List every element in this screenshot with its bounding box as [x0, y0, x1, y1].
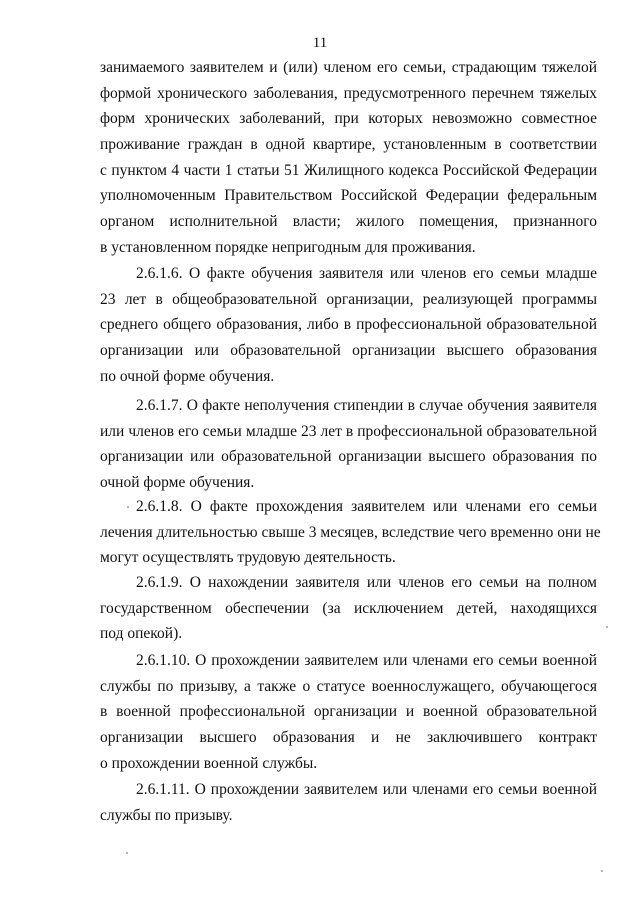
text-line: организации или образовательной организации высшего образования по [100, 448, 597, 466]
text-line: форм хронических заболеваний, при которых невозможно совместное [100, 110, 597, 128]
text-line: 2.6.1.10. О прохождении заявителем или членами его семьи военной [136, 652, 597, 669]
text-line: организации или образовательной организации высшего образования [100, 342, 597, 360]
text-line: службы по призыву, а также о статусе военнослужащего, обучающегося [100, 677, 597, 695]
page-number: 11 [312, 35, 328, 51]
text-line: уполномоченным Правительством Российской Федерации федеральным [100, 187, 597, 205]
text-line: проживание граждан в одной квартире, установленным в соответствии [100, 136, 597, 154]
paragraph-2-6-1-9 [100, 570, 597, 647]
text-line: 2.6.1.7. О факте неполучения стипендии в случае обучения заявителя [136, 397, 597, 414]
paragraph-continuation [100, 55, 597, 261]
scan-speck [127, 506, 129, 508]
text-line: в установленном порядке непригодным для проживания. [100, 238, 476, 256]
scan-speck [126, 852, 128, 854]
paragraph-2-6-1-8 [100, 494, 601, 571]
text-line: или членов его семьи младше 23 лет в профессиональной образовательной [100, 422, 597, 440]
text-line: под опекой). [100, 625, 183, 643]
text-line: государственном обеспечении (за исключением детей, находящихся [100, 599, 597, 617]
scan-speck [601, 870, 603, 872]
scan-speck [606, 626, 608, 628]
text-line: очной форме обучения. [100, 474, 255, 492]
text-line: по очной форме обучения. [100, 367, 275, 385]
paragraph-2-6-1-10 [100, 648, 597, 776]
paragraph-2-6-1-6 [100, 261, 597, 389]
text-line: с пунктом 4 части 1 статьи 51 Жилищного кодекса Российской Федерации [100, 161, 597, 179]
text-line: службы по призыву. [100, 806, 233, 824]
text-line: формой хронического заболевания, предусмотренного перечнем тяжелых [100, 84, 597, 102]
text-line: 2.6.1.9. О нахождении заявителя или членов его семьи на полном [136, 574, 597, 591]
paragraph-2-6-1-11 [100, 777, 597, 828]
text-line: 2.6.1.8. О факте прохождения заявителем или членами его семьи [136, 498, 597, 515]
text-line: среднего общего образования, либо в профессиональной образовательной [100, 316, 597, 334]
text-line: могут осуществлять трудовую деятельность. [100, 549, 396, 567]
text-line: в военной профессиональной организации и военной образовательной [100, 703, 597, 721]
text-line: органом исполнительной власти; жилого помещения, признанного [100, 213, 597, 231]
text-line: 2.6.1.11. О прохождении заявителем или членами его семьи военной [136, 781, 597, 798]
text-line: о прохождении военной службы. [100, 754, 318, 772]
text-line: 2.6.1.6. О факте обучения заявителя или членов его семьи младше [136, 265, 597, 282]
text-line: 23 лет в общеобразовательной организации, реализующей программы [100, 290, 597, 308]
paragraph-2-6-1-7 [100, 393, 597, 496]
text-line: лечения длительностью свыше 3 месяцев, вследствие чего временно они не [100, 523, 601, 541]
text-line: организации высшего образования и не заключившего контракт [100, 729, 597, 747]
text-line: занимаемого заявителем и (или) членом его семьи, страдающим тяжелой [100, 59, 597, 76]
